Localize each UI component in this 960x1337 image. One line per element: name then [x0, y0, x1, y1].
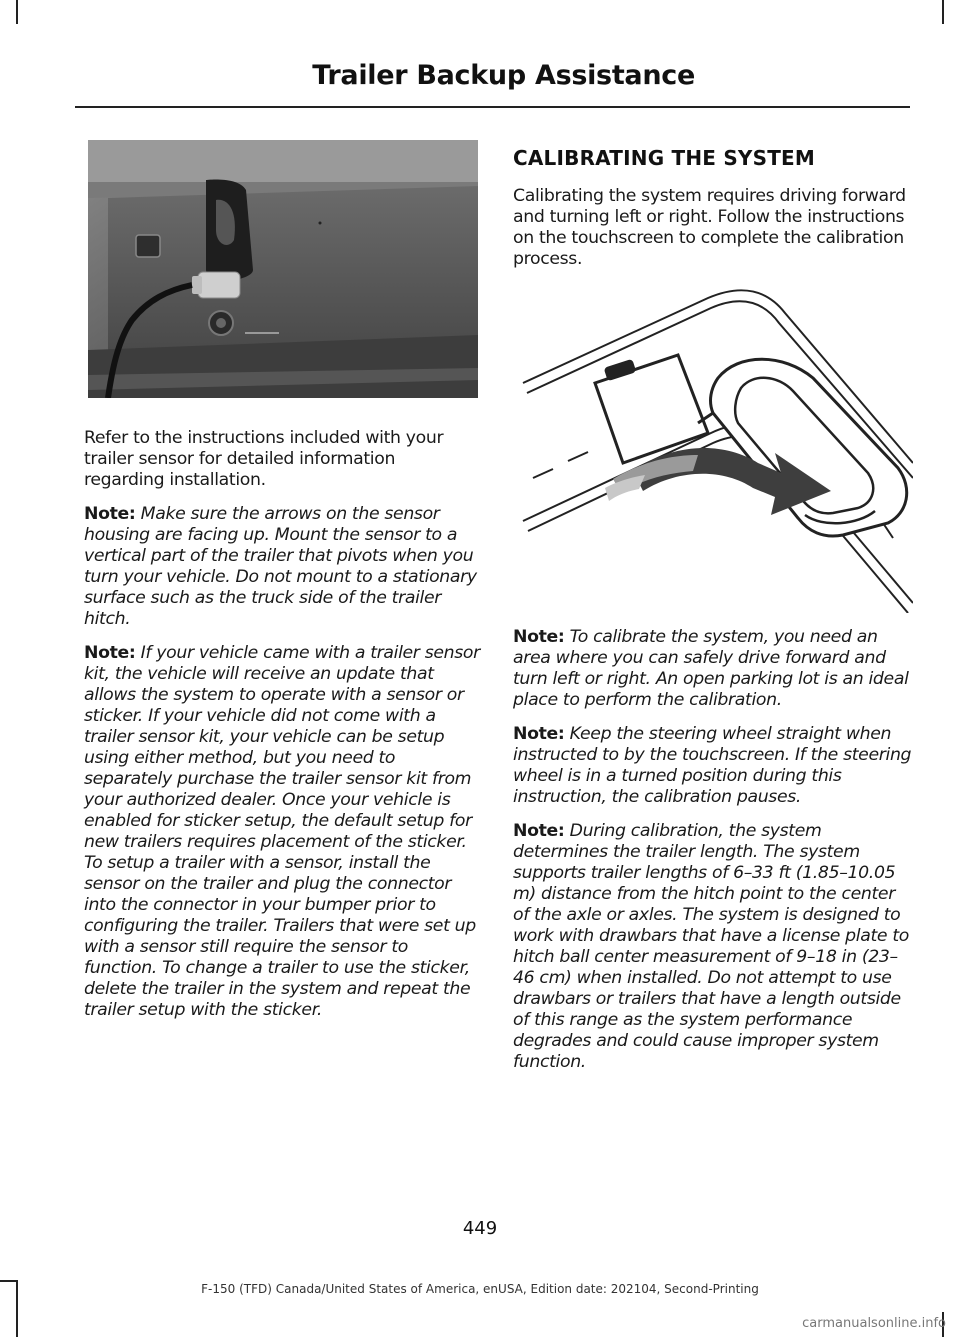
note-text: Keep the steering wheel straight when instructed to by the touchscreen. If the steering wheel is in a turned position during this instruction, the calibration pauses. — [513, 724, 912, 807]
note-label: Note: — [84, 643, 136, 663]
note-label: Note: — [84, 504, 136, 524]
note-sensor-kit — [84, 643, 480, 1021]
note-text: Make sure the arrows on the sensor housing are facing up. Mount the sensor to a vertical part of the trailer that pivots when you turn your vehicle. Do not mount to a stationary surface such as the truck side of the trailer hitch. — [84, 504, 477, 629]
crop-mark-top-right — [942, 0, 944, 24]
section-heading: CALIBRATING THE SYSTEM — [513, 146, 816, 170]
note-calibration-area — [513, 627, 913, 711]
page-number: 449 — [462, 1218, 498, 1239]
note-steering-straight — [513, 724, 913, 808]
crop-mark-top-left — [16, 0, 18, 24]
header-rule — [75, 106, 910, 108]
note-text: If your vehicle came with a trailer sensor kit, the vehicle will receive an update that allows the system to operate with a sensor or sticker. If your vehicle did not come with a trailer sensor kit, your vehicle can be setup using either method, but you need to separately purchase the trailer sensor kit from your authorized dealer. Once your vehicle is enabled for sticker setup, the default setup for new trailers requires placement of the sticker. To setup a trailer with a sensor, install the sensor on the trailer and plug the connector into the connector in your bumper prior to configuring the trailer. Trailers that were set up with a sensor still require the sensor to function. To change a trailer to use the sticker, delete the trailer in the system and repeat the trailer setup with the sticker. — [84, 643, 480, 1020]
note-label: Note: — [513, 821, 565, 841]
right-column — [513, 140, 913, 1086]
page-title: Trailer Backup Assistance — [312, 60, 695, 91]
edition-footer: F-150 (TFD) Canada/United States of America, enUSA, Edition date: 202104, Second-Printing — [201, 1282, 759, 1296]
intro-paragraph: Refer to the instructions included with your trailer sensor for detailed information regarding installation. — [84, 428, 444, 490]
note-text: During calibration, the system determines the trailer length. The system supports trailer lengths of 6–33 ft (1.85–10.05 m) distance from the hitch point to the center of the axle or axles. The system is designed to work with drawbars that have a license plate to hitch ball center measurement of 9–18 in (23–46 cm) when installed. Do not attempt to use drawbars or trailers that have a length outside of this range as the system performance degrades and could cause improper system function. — [513, 821, 909, 1072]
calibration-intro: Calibrating the system requires driving forward and turning left or right. Follow the instructions on the touchscreen to complete the calibration process. — [513, 186, 906, 269]
note-text: To calibrate the system, you need an area where you can safely drive forward and turn left or right. An open parking lot is an ideal place to perform the calibration. — [513, 627, 909, 710]
note-sensor-arrows — [84, 504, 480, 630]
trailer-sensor-photo — [88, 140, 478, 398]
watermark: carmanualsonline.info — [802, 1316, 946, 1331]
note-trailer-length — [513, 821, 913, 1073]
note-label: Note: — [513, 627, 565, 647]
calibration-turn-diagram — [513, 283, 913, 613]
left-column — [84, 140, 480, 1034]
note-label: Note: — [513, 724, 565, 744]
